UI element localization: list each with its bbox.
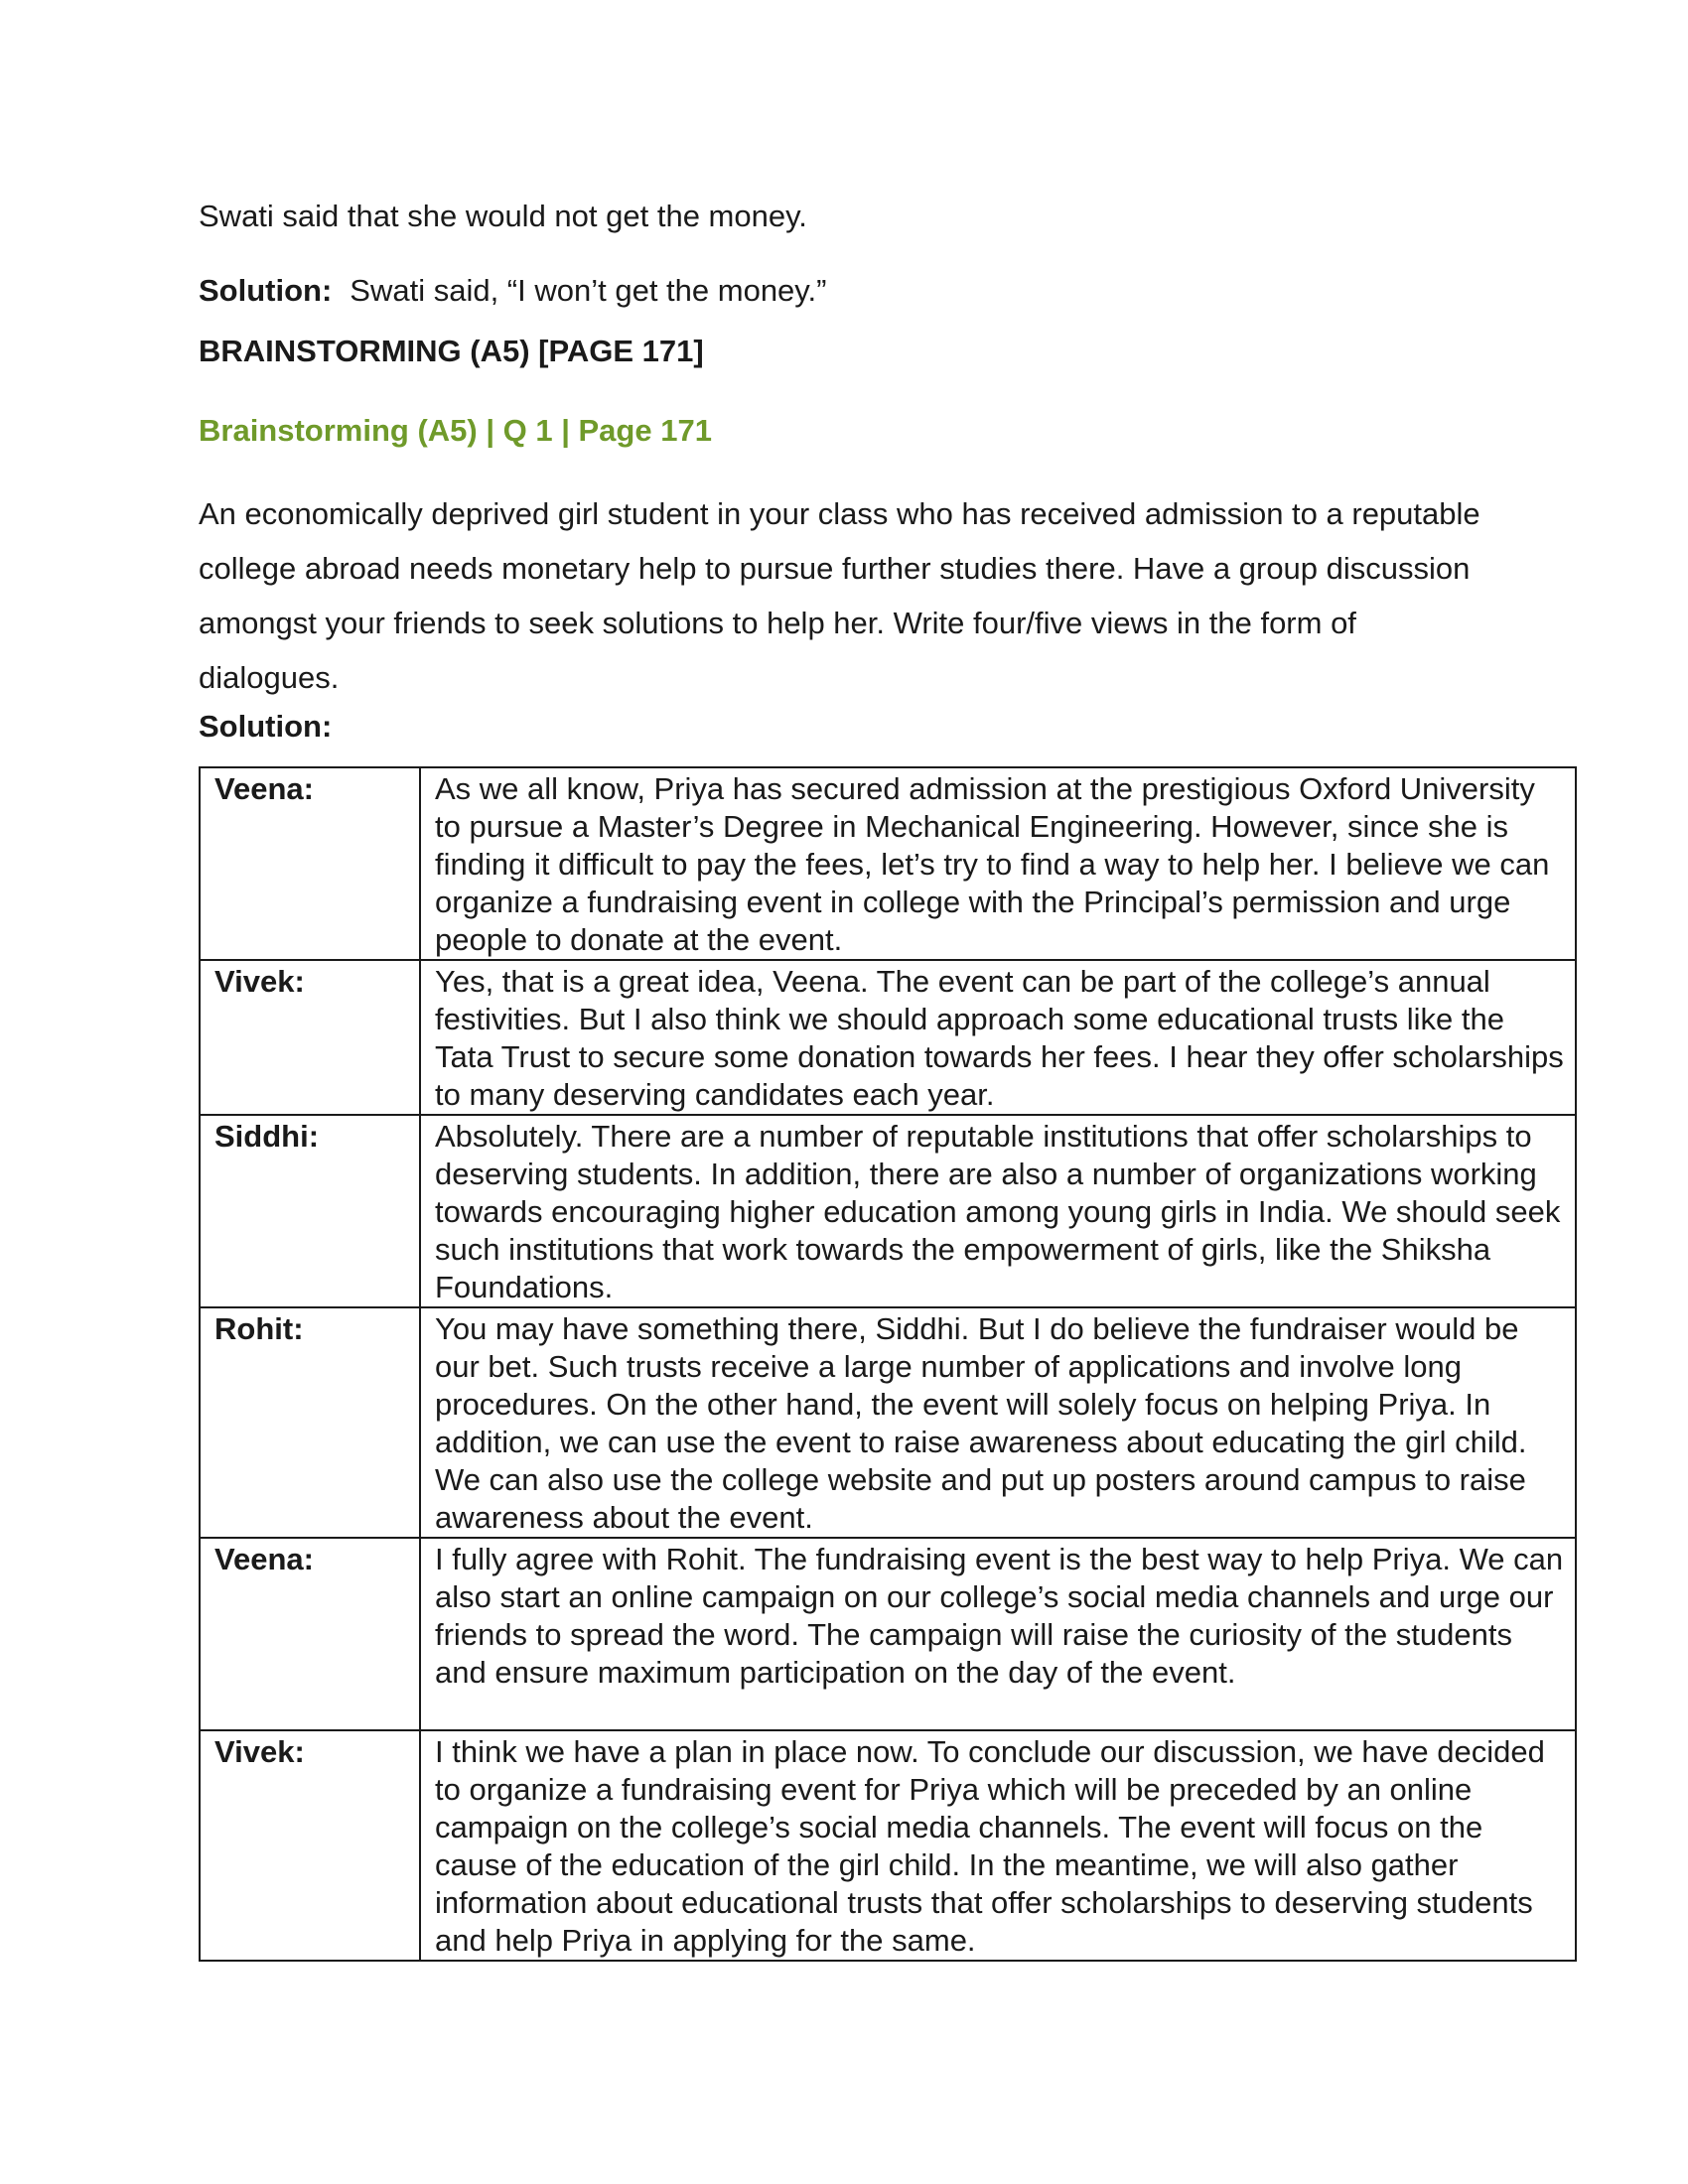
- speaker-name: Vivek:: [200, 960, 420, 1115]
- solution-label-2: Solution:: [199, 709, 333, 744]
- speaker-name: Veena:: [200, 1538, 420, 1730]
- dialogue-row: [200, 1538, 1576, 1730]
- speaker-name: Veena:: [200, 767, 420, 960]
- speaker-dialogue: I think we have a plan in place now. To conclude our discussion, we have decided to organize a fundraising event for Priya which will be preceded by an online campaign on the college’s social media channels. The event will focus on the cause of the education of the girl child. In the meantime, we will also gather information about educational trusts that offer scholarships to deserving students and help Priya in applying for the same.: [420, 1730, 1576, 1961]
- dialogue-row: [200, 1307, 1576, 1538]
- section-heading: BRAINSTORMING (A5) [PAGE 171]: [199, 334, 704, 368]
- dialogue-row: [200, 1115, 1576, 1307]
- dialogue-table: [199, 766, 1577, 1962]
- dialogue-row: [200, 767, 1576, 960]
- speaker-name: Rohit:: [200, 1307, 420, 1538]
- intro-sentence: Swati said that she would not get the money.: [199, 199, 807, 233]
- speaker-name: Vivek:: [200, 1730, 420, 1961]
- speaker-name: Siddhi:: [200, 1115, 420, 1307]
- dialogue-row: [200, 1730, 1576, 1961]
- solution-answer: [199, 273, 826, 309]
- question-heading: Brainstorming (A5) | Q 1 | Page 171: [199, 413, 712, 448]
- speaker-dialogue: Yes, that is a great idea, Veena. The event can be part of the college’s annual festivities. But I also think we should approach some educational trusts like the Tata Trust to secure some donation towards her fees. I hear they offer scholarships to many deserving candidates each year.: [420, 960, 1576, 1115]
- question-text: An economically deprived girl student in your class who has received admission to a reputable college abroad needs monetary help to pursue further studies there. Have a group discussion amongst your friends to seek solutions to help her. Write four/five views in the form of dialogues.: [199, 496, 1480, 695]
- speaker-dialogue: As we all know, Priya has secured admission at the prestigious Oxford University to pursue a Master’s Degree in Mechanical Engineering. However, since she is finding it difficult to pay the fees, let’s try to find a way to help her. I believe we can organize a fundraising event in college with the Principal’s permission and urge people to donate at the event.: [420, 767, 1576, 960]
- speaker-dialogue: I fully agree with Rohit. The fundraising event is the best way to help Priya. We can also start an online campaign on our college’s social media channels and urge our friends to spread the word. The campaign will raise the curiosity of the students and ensure maximum participation on the day of the event.: [420, 1538, 1576, 1730]
- dialogue-row: [200, 960, 1576, 1115]
- solution-label: Solution:: [199, 273, 333, 308]
- speaker-dialogue: Absolutely. There are a number of reputable institutions that offer scholarships to deserving students. In addition, there are also a number of organizations working towards encouraging higher education among young girls in India. We should seek such institutions that work towards the empowerment of girls, like the Shiksha Foundations.: [420, 1115, 1576, 1307]
- solution-text: Swati said, “I won’t get the money.”: [350, 273, 827, 308]
- speaker-dialogue: You may have something there, Siddhi. But I do believe the fundraiser would be our bet. Such trusts receive a large number of applications and involve long procedures. On the other hand, the event will solely focus on helping Priya. In addition, we can use the event to raise awareness about educating the girl child. We can also use the college website and put up posters around campus to raise awareness about the event.: [420, 1307, 1576, 1538]
